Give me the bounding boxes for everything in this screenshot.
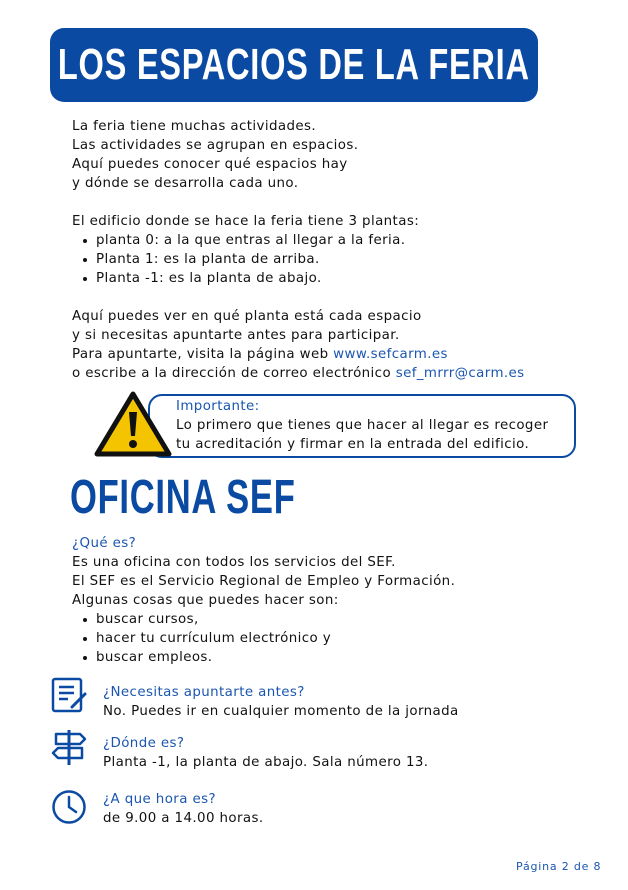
list-item: Planta 1: es la planta de arriba. <box>72 250 525 269</box>
email-line <box>72 364 525 383</box>
register-line: Aquí puedes ver en qué planta está cada espacio <box>72 309 422 324</box>
section-title: OFICINA SEF <box>70 471 296 524</box>
list-item: Planta -1: es la planta de abajo. <box>72 269 525 288</box>
info-block <box>103 790 264 828</box>
info-answer: de 9.00 a 14.00 horas. <box>103 811 264 826</box>
info-answer: Planta -1, la planta de abajo. Sala número 13. <box>103 755 429 770</box>
web-link[interactable]: www.sefcarm.es <box>333 347 448 362</box>
floors-intro: El edificio donde se hace la feria tiene 3 plantas: <box>72 214 420 229</box>
signpost-icon <box>50 728 88 766</box>
web-prefix: Para apuntarte, visita la página web <box>72 347 334 362</box>
register-line: y si necesitas apuntarte antes para participar. <box>72 328 400 343</box>
intro-line: Aquí puedes conocer qué espacios hay <box>72 157 348 172</box>
section-line: Algunas cosas que puedes hacer son: <box>72 593 339 608</box>
list-item: hacer tu currículum electrónico y <box>72 629 455 648</box>
title-banner <box>50 28 538 102</box>
page-title: LOS ESPACIOS DE LA FERIA <box>58 40 530 89</box>
intro-line: La feria tiene muchas actividades. <box>72 119 317 134</box>
info-block <box>103 683 459 721</box>
notice-line: Lo primero que tienes que hacer al llegar es recoger <box>176 418 549 433</box>
section-line: El SEF es el Servicio Regional de Empleo y Formación. <box>72 574 456 589</box>
clock-icon <box>50 788 88 826</box>
list-item: buscar empleos. <box>72 648 455 667</box>
section-line: Es una oficina con todos los servicios del SEF. <box>72 555 396 570</box>
email-link[interactable]: sef_mrrr@carm.es <box>395 366 525 381</box>
info-question: ¿A que hora es? <box>103 792 216 807</box>
intro-line: Las actividades se agrupan en espacios. <box>72 138 359 153</box>
notice-text <box>176 397 548 454</box>
web-line <box>72 345 525 364</box>
list-item: buscar cursos, <box>72 610 455 629</box>
notice-line: tu acreditación y firmar en la entrada del edificio. <box>176 437 530 452</box>
info-answer: No. Puedes ir en cualquier momento de la jornada <box>103 704 459 719</box>
email-prefix: o escribe a la dirección de correo electrónico <box>72 366 396 381</box>
page-number: Página 2 de 8 <box>516 860 602 873</box>
list-item: planta 0: a la que entras al llegar a la feria. <box>72 231 525 250</box>
section-question: ¿Qué es? <box>72 536 137 551</box>
warning-icon <box>94 390 172 458</box>
intro-line: y dónde se desarrolla cada uno. <box>72 176 299 191</box>
info-question: ¿Dónde es? <box>103 736 185 751</box>
floors-list <box>72 231 525 288</box>
section-body <box>72 534 455 667</box>
info-block <box>103 734 428 772</box>
info-question: ¿Necesitas apuntarte antes? <box>103 685 305 700</box>
form-icon <box>50 676 88 714</box>
section-list <box>72 610 455 667</box>
notice-heading: Importante: <box>176 399 260 414</box>
intro-block <box>72 117 525 383</box>
